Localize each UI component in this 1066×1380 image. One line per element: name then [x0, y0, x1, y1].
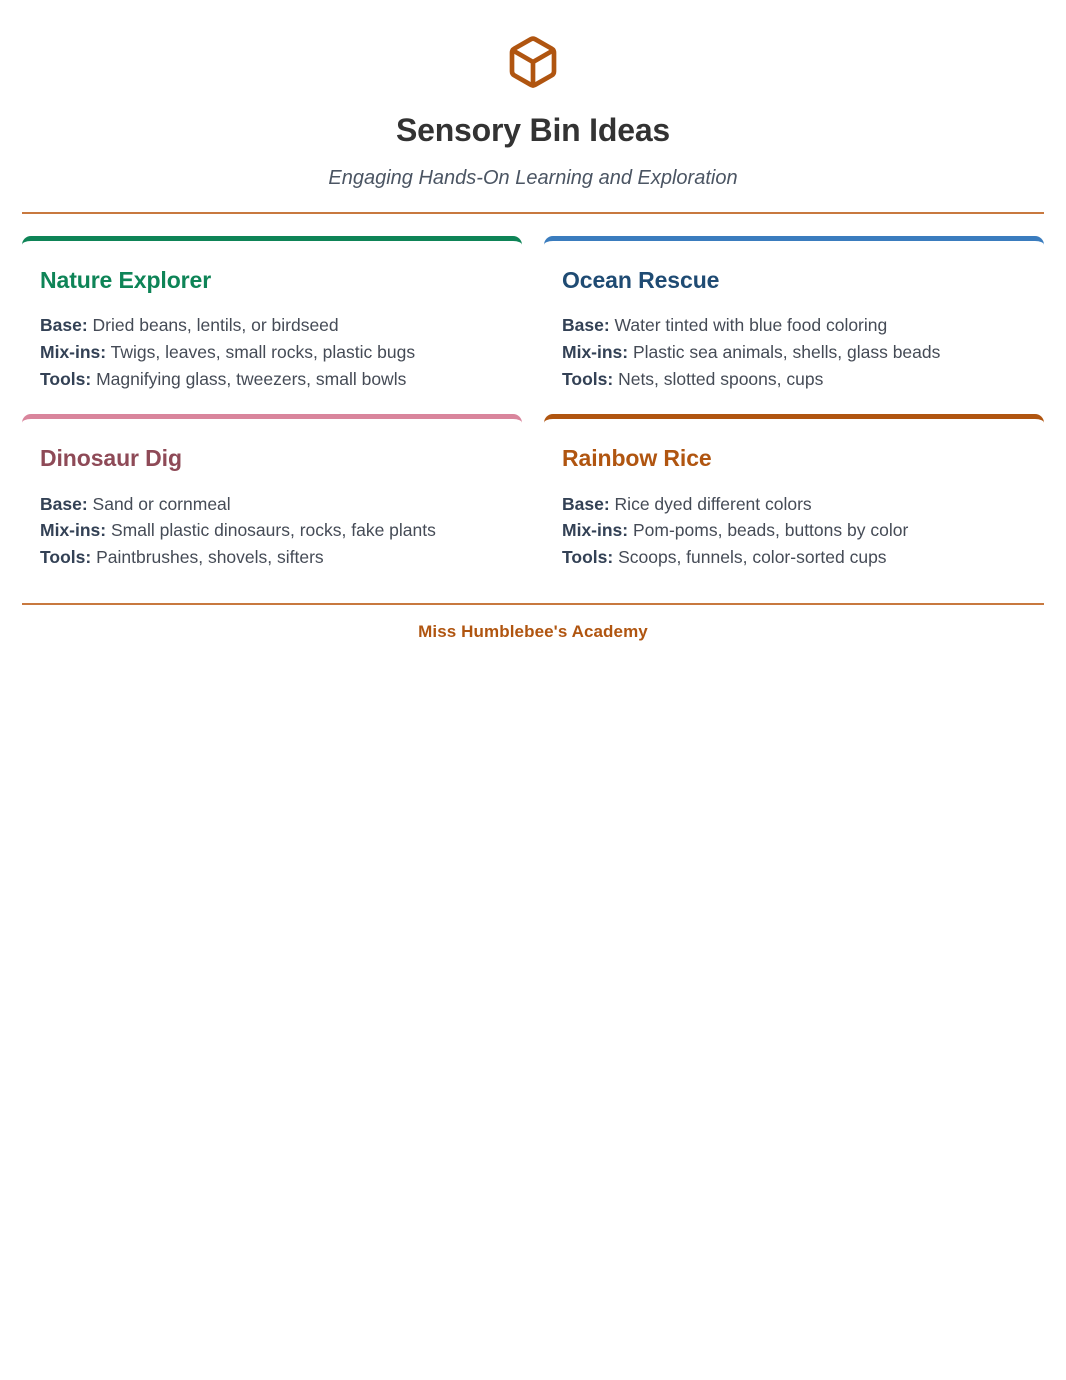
detail-value: Paintbrushes, shovels, sifters [96, 546, 324, 567]
page-subtitle: Engaging Hands-On Learning and Exploration [328, 166, 738, 189]
detail-label: Base: [562, 493, 610, 514]
detail-line [562, 366, 1026, 393]
detail-line [40, 517, 504, 544]
document-footer [22, 603, 1044, 642]
detail-value: Plastic sea animals, shells, glass beads [633, 341, 941, 362]
detail-line [40, 339, 504, 366]
card-details [562, 491, 1026, 571]
card-dinosaur-dig [22, 414, 522, 592]
card-nature-explorer [22, 236, 522, 414]
detail-label: Mix-ins: [562, 520, 629, 541]
card-title: Dinosaur Dig [40, 445, 182, 472]
detail-label: Mix-ins: [40, 520, 107, 541]
detail-value: Scoops, funnels, color-sorted cups [618, 546, 887, 567]
detail-label: Tools: [562, 546, 614, 567]
detail-line [562, 312, 1026, 339]
card-details [40, 312, 504, 392]
detail-label: Base: [562, 315, 610, 336]
card-rainbow-rice [544, 414, 1044, 592]
footer-divider [22, 603, 1044, 605]
detail-line [562, 544, 1026, 571]
header-divider [22, 212, 1044, 214]
detail-line [562, 339, 1026, 366]
detail-label: Tools: [40, 368, 92, 389]
detail-value: Nets, slotted spoons, cups [618, 368, 824, 389]
detail-line [40, 312, 504, 339]
detail-label: Base: [40, 493, 88, 514]
detail-value: Pom-poms, beads, buttons by color [633, 520, 909, 541]
detail-label: Mix-ins: [40, 341, 107, 362]
sensory-bin-card-grid [22, 236, 1044, 593]
detail-label: Mix-ins: [562, 341, 629, 362]
detail-value: Rice dyed different colors [614, 493, 812, 514]
card-title: Rainbow Rice [562, 445, 712, 472]
detail-value: Small plastic dinosaurs, rocks, fake plants [111, 520, 436, 541]
card-title: Nature Explorer [40, 266, 212, 293]
detail-value: Dried beans, lentils, or birdseed [92, 315, 339, 336]
detail-value: Water tinted with blue food coloring [614, 315, 888, 336]
detail-label: Tools: [40, 546, 92, 567]
card-ocean-rescue [544, 236, 1044, 414]
document-header [22, 22, 1044, 214]
detail-line [40, 491, 504, 518]
card-title: Ocean Rescue [562, 266, 720, 293]
detail-label: Base: [40, 315, 88, 336]
detail-value: Sand or cornmeal [92, 493, 231, 514]
detail-line [40, 366, 504, 393]
detail-value: Twigs, leaves, small rocks, plastic bugs [110, 341, 416, 362]
card-details [562, 312, 1026, 392]
page-title: Sensory Bin Ideas [395, 112, 671, 148]
footer-brand-text: Miss Humblebee's Academy [418, 621, 648, 641]
detail-label: Tools: [562, 368, 614, 389]
detail-line [562, 517, 1026, 544]
detail-line [40, 544, 504, 571]
card-details [40, 491, 504, 571]
box-cube-icon [505, 34, 561, 90]
detail-line [562, 491, 1026, 518]
detail-value: Magnifying glass, tweezers, small bowls [96, 368, 407, 389]
